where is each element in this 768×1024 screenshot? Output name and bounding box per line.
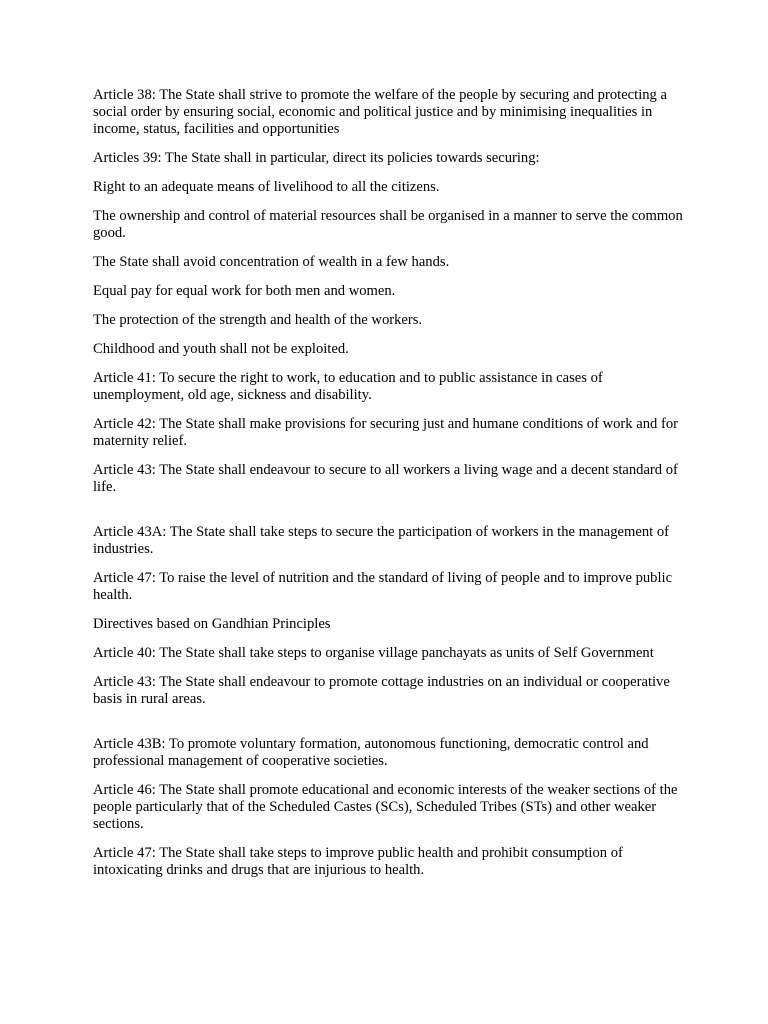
paragraph-wealth-concentration: The State shall avoid concentration of wealth in a few hands. — [93, 254, 450, 270]
paragraph-article-42: Article 42: The State shall make provisions for securing just and humane conditions of work and for maternity relief. — [93, 416, 678, 449]
paragraph-article-43-living-wage: Article 43: The State shall endeavour to secure to all workers a living wage and a decent standard of life. — [93, 462, 678, 495]
paragraph-article-47-nutrition: Article 47: To raise the level of nutrition and the standard of living of people and to improve public health. — [93, 570, 673, 603]
paragraph-article-41: Article 41: To secure the right to work, to education and to public assistance in cases of unemployment, old age, sickness and disability. — [93, 370, 603, 403]
paragraph-equal-pay: Equal pay for equal work for both men and women. — [93, 283, 396, 299]
paragraph-worker-health: The protection of the strength and health of the workers. — [93, 312, 423, 328]
paragraph-article-39: Articles 39: The State shall in particular, direct its policies towards securing: — [93, 150, 540, 166]
paragraph-childhood-youth: Childhood and youth shall not be exploited. — [93, 341, 349, 357]
paragraph-article-38: Article 38: The State shall strive to promote the welfare of the people by securing and protecting a social order by ensuring social, economic and political justice and by minimising inequalities in income, status, facilities and opportunities — [93, 87, 667, 137]
paragraph-livelihood: Right to an adequate means of livelihood to all the citizens. — [93, 179, 440, 195]
paragraph-article-46: Article 46: The State shall promote educational and economic interests of the weaker sections of the people particularly that of the Scheduled Castes (SCs), Scheduled Tribes (STs) and other weaker sections. — [93, 782, 678, 832]
paragraph-article-43b: Article 43B: To promote voluntary formation, autonomous functioning, democratic control and professional management of cooperative societies. — [93, 736, 649, 769]
section-heading-gandhian: Directives based on Gandhian Principles — [93, 616, 331, 632]
document-body — [93, 87, 683, 891]
paragraph-article-43a: Article 43A: The State shall take steps to secure the participation of workers in the management of industries. — [93, 524, 670, 557]
paragraph-article-47-public-health: Article 47: The State shall take steps to improve public health and prohibit consumption of intoxicating drinks and drugs that are injurious to health. — [93, 845, 623, 878]
paragraph-material-resources: The ownership and control of material resources shall be organised in a manner to serve the common good. — [93, 208, 683, 241]
paragraph-article-40: Article 40: The State shall take steps to organise village panchayats as units of Self Government — [93, 645, 654, 661]
paragraph-article-43-cottage: Article 43: The State shall endeavour to promote cottage industries on an individual or cooperative basis in rural areas. — [93, 674, 670, 707]
